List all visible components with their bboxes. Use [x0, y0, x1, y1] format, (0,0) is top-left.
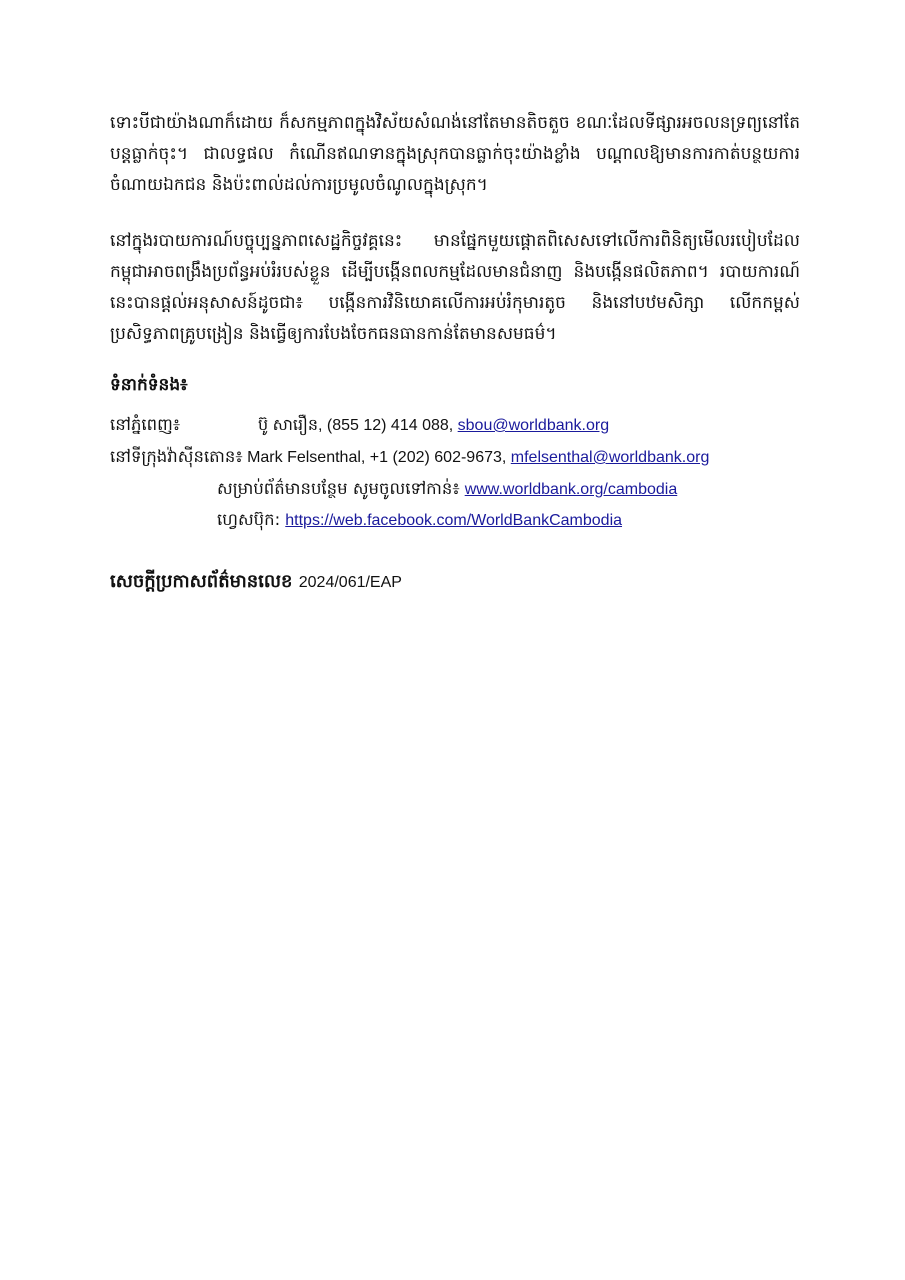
contact-phnom-penh [110, 414, 609, 437]
contact-phnom-penh-email-link[interactable]: sbou@worldbank.org [457, 417, 610, 434]
more-info [217, 478, 677, 501]
contact-phnom-penh-details: ប៊ូ សារឿន, (855 12) 414 088, [258, 417, 458, 434]
contact-washington-label: នៅទីក្រុងវ៉ាស៊ីនតោន៖ [110, 447, 243, 466]
facebook-link[interactable]: https://web.facebook.com/WorldBankCambodia [285, 512, 623, 529]
contact-washington-details: Mark Felsenthal, +1 (202) 602-9673, [242, 449, 511, 466]
facebook-label: ហ្វេសប៊ុក: [217, 510, 281, 529]
body-paragraph-2: នៅក្នុងរបាយការណ៍បច្ចុប្បន្នភាពសេដ្ឋកិច្ចវគ្គនេះ មានផ្នែកមួយផ្តោតពិសេសទៅលើការពិនិត្យមើលរបៀបដែលកម្ពុជាអាចពង្រឹងប្រព័ន្ធអប់រំរបស់ខ្លួន ដើម្បីបង្កើនពលកម្មដែលមានជំនាញ និងបង្កើនផលិតភាព។ របាយការណ៍នេះបានផ្តល់អនុសាសន៍ដូចជា៖ បង្កើនការវិនិយោគលើការអប់រំកុមារតូច និងនៅបឋមសិក្សា លើកកម្ពស់ប្រសិទ្ធភាពគ្រូបង្រៀន និងធ្វើឲ្យការបែងចែកធនធានកាន់តែមានសមធម៌។ [110, 231, 800, 344]
body-paragraph-1: ទោះបីជាយ៉ាងណាក៏ដោយ ក៏សកម្មភាពក្នុងវិស័យសំណង់នៅតែមានតិចតួច ខណៈដែលទីផ្សារអចលនទ្រព្យនៅតែបន្តធ្លាក់ចុះ។ ជាលទ្ធផល កំណើនឥណទានក្នុងស្រុកបានធ្លាក់ចុះយ៉ាងខ្លាំង បណ្តាលឱ្យមានការកាត់បន្ថយការចំណាយឯកជន និងប៉ះពាល់ដល់ការប្រមូលចំណូលក្នុងស្រុក។ [110, 113, 800, 195]
contact-phnom-penh-label: នៅភ្នំពេញ៖ [110, 415, 181, 434]
contact-washington [110, 446, 709, 469]
contacts-heading: ទំនាក់ទំនង៖ [110, 375, 188, 395]
press-release-number [110, 569, 402, 596]
more-info-label: សម្រាប់ព័ត៌មានបន្ថែម សូមចូលទៅកាន់៖ [217, 479, 460, 498]
press-release-label: សេចក្តីប្រកាសព័ត៌មានលេខ [110, 571, 293, 592]
press-release-id: 2024/061/EAP [298, 574, 402, 591]
facebook-info [217, 509, 622, 532]
contact-washington-email-link[interactable]: mfelsenthal@worldbank.org [510, 449, 710, 466]
website-link[interactable]: www.worldbank.org/cambodia [464, 481, 678, 498]
